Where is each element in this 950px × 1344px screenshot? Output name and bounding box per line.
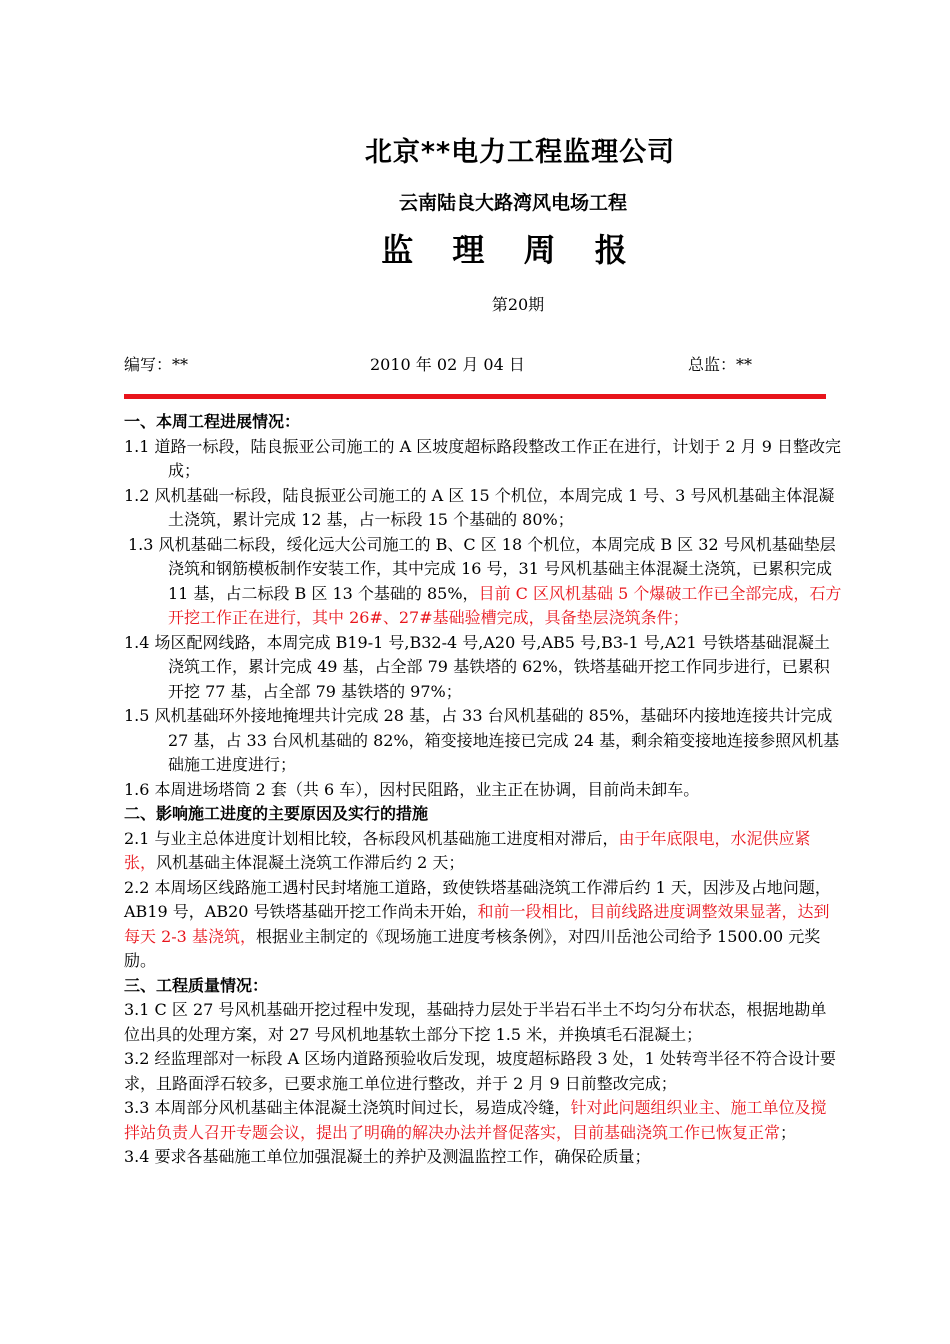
- progress-item-1-6: 1.6 本周进场塔筒 2 套（共 6 车），因村民阻路，业主正在协调，目前尚未卸车。: [124, 779, 700, 799]
- progress-item-1-2: 1.2 风机基础一标段，陆良振亚公司施工的 A 区 15 个机位，本周完成 1 号、3 号风机基础主体混凝土浇筑，累计完成 12 基，占一标段 15 个基础的 80%；: [124, 485, 835, 529]
- chief-supervisor-line: 总监：**: [688, 355, 753, 374]
- delay-item-2-2-highlight: 和前一段相比，目前线路进度调整效果显著，达到每天 2-3 基浇筑，: [124, 902, 830, 946]
- section-heading-progress: 一、本周工程进展情况：: [124, 412, 301, 431]
- issue-number: 第20期: [491, 295, 545, 314]
- progress-item-1-3-text: 1.3 风机基础二标段，绥化远大公司施工的 B、C 区 18 个机位，本周完成 B 区 32 号风机基础垫层浇筑和钢筋模板制作安装工作，其中完成 16 号，31 号风机基础主体混凝土浇筑，已累积完成 11 基，占二标段 B 区 13 个基础的 85%，: [128, 534, 836, 603]
- report-body: [124, 410, 842, 1170]
- delay-item-2-1-text: 2.1 与业主总体进度计划相比较，各标段风机基础施工进度相对滞后，: [124, 828, 619, 848]
- quality-item-3-3: [124, 1096, 842, 1145]
- report-date: 2010 年 02 月 04 日: [370, 355, 525, 374]
- progress-item-1-3-highlight: 目前 C 区风机基础 5 个爆破工作已全部完成，石方开挖工作正在进行，其中 26#、27#基础验槽完成，具备垫层浇筑条件；: [168, 583, 842, 627]
- progress-item-1-5: 1.5 风机基础环外接地掩埋共计完成 28 基，占 33 台风机基础的 85%，基础环内接地连接共计完成 27 基，占 33 台风机基础的 82%，箱变接地连接已完成 24 基，剩余箱变接地连接参照风机基础施工进度进行；: [124, 706, 840, 774]
- section-heading-quality: 三、工程质量情况：: [124, 975, 269, 995]
- red-divider: [124, 394, 826, 399]
- quality-item-3-3-text: 3.3 本周部分风机基础主体混凝土浇筑时间过长，易造成冷缝，: [124, 1098, 571, 1117]
- quality-item-3-4: 3.4 要求各基础施工单位加强混凝土的养护及测温监控工作，确保砼质量；: [124, 1147, 651, 1166]
- company-name: 北京**电力工程监理公司: [364, 137, 676, 168]
- project-name: 云南陆良大路湾风电场工程: [398, 192, 627, 214]
- quality-item-3-2: 3.2 经监理部对一标段 A 区场内道路预验收后发现，坡度超标路段 3 处，1 处转弯半径不符合设计要求，且路面浮石较多，已要求施工单位进行整改，并于 2 月 9 日前整改完成；: [124, 1049, 836, 1093]
- author-line: 编写：**: [124, 355, 189, 374]
- progress-item-1-4: 1.4 场区配网线路，本周完成 B19-1 号,B32-4 号,A20 号,AB5 号,B3-1 号,A21 号铁塔基础混凝土浇筑工作，累计完成 49 基，占全部 79 基铁塔的 62%，铁塔基础开挖工作同步进行，已累积开挖 77 基，占全部 79 基铁塔的 97%；: [124, 632, 830, 701]
- delay-item-2-1: [124, 827, 842, 876]
- progress-item-1-3: [124, 533, 842, 631]
- quality-item-3-3-highlight: 针对此问题组织业主、施工单位及搅拌站负责人召开专题会议，提出了明确的解决办法并督促落实，目前基础浇筑工作已恢复正常: [124, 1098, 827, 1142]
- quality-item-3-1: 3.1 C 区 27 号风机基础开挖过程中发现，基础持力层处于半岩石半土不均匀分布状态，根据地勘单位出具的处理方案，对 27 号风机地基软土部分下挖 1.5 米，并换填毛石混凝土；: [124, 1000, 827, 1044]
- delay-item-2-1-highlight: 由于年底限电，水泥供应紧张，: [124, 828, 811, 872]
- delay-item-2-1-tail: 风机基础主体混凝土浇筑工作滞后约 2 天；: [156, 853, 465, 872]
- delay-item-2-2-tail: 根据业主制定的《现场施工进度考核条例》，对四川岳池公司给予 1500.00 元奖励。: [124, 926, 821, 970]
- report-title: 监 理 周 报: [381, 231, 641, 269]
- delay-item-2-2-text: 2.2 本周场区线路施工遇村民封堵施工道路，致使铁塔基础浇筑工作滞后约 1 天，因涉及占地问题，AB19 号，AB20 号铁塔基础开挖工作尚未开始，: [124, 877, 831, 921]
- quality-item-3-3-tail: ；: [780, 1122, 797, 1142]
- progress-item-1-1: 1.1 道路一标段，陆良振亚公司施工的 A 区坡度超标路段整改工作正在进行，计划于 2 月 9 日整改完成；: [124, 436, 841, 480]
- delay-item-2-2: [124, 876, 842, 974]
- section-heading-delays: 二、影响施工进度的主要原因及实行的措施: [124, 804, 429, 823]
